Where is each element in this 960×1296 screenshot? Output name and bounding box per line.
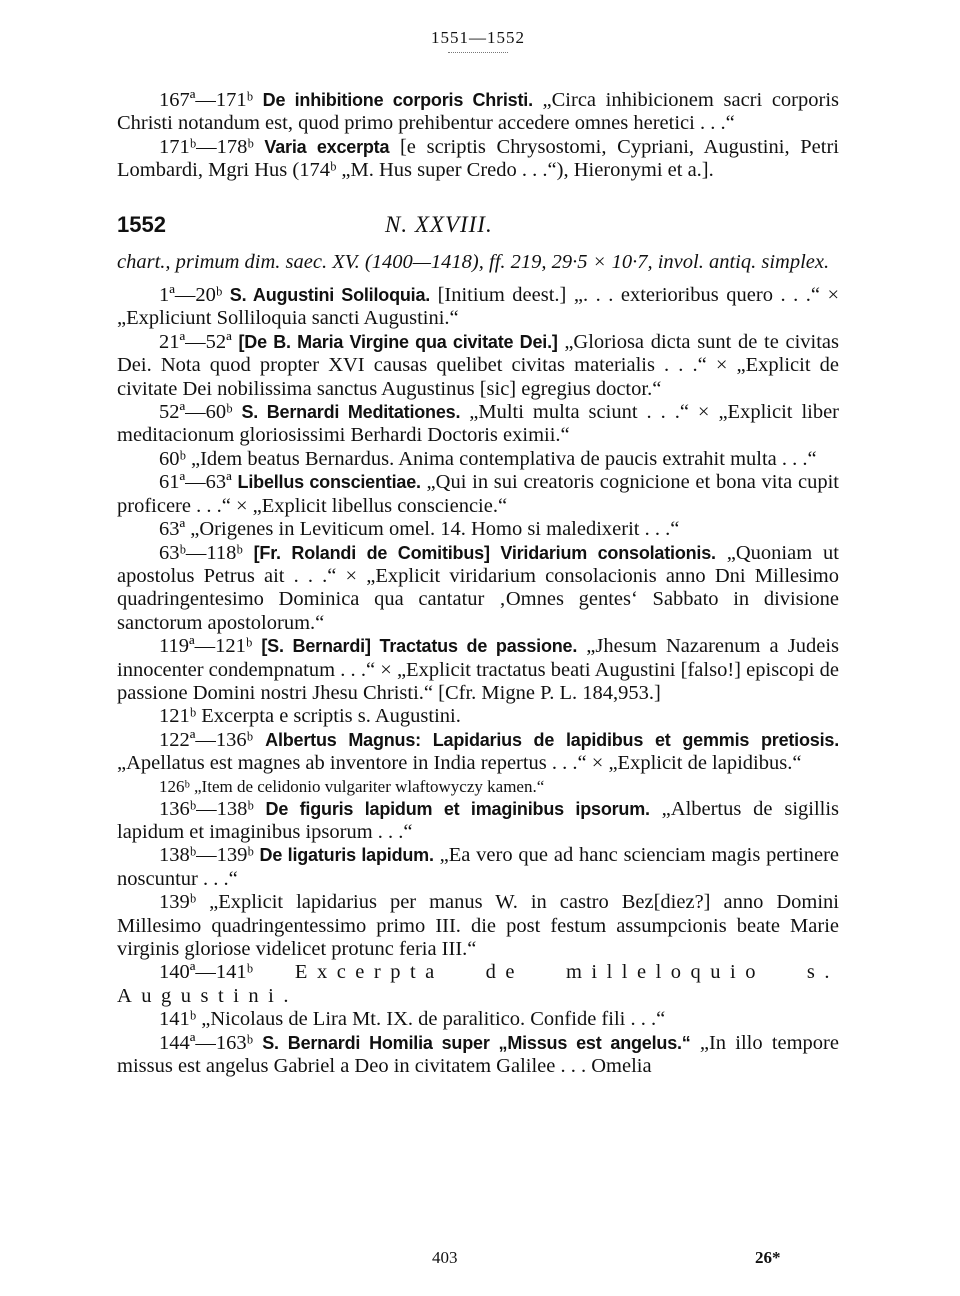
- page-number: 403: [432, 1248, 458, 1267]
- catalogue-entry: [117, 331, 839, 401]
- entry-text: „Idem beatus Bernardus. Anima contemplativa de paucis extrahit multa . . .“: [185, 447, 817, 470]
- entry-text: „Explicit lapidarius per manus W. in castro Bez[diez?] anno Domini Millesimo quadringentessimo primo III. die post festum assumpcionis beate Marie virginis gloriose videlicet protunc feria III.“: [117, 891, 839, 960]
- entry-heading: De figuris lapidum et imaginibus ipsorum.: [265, 798, 650, 819]
- catalogue-entry: [117, 844, 839, 891]
- catalogue-entry: [117, 635, 839, 705]
- folio-reference: 139ᵇ: [159, 891, 197, 914]
- catalogue-entry: [117, 776, 839, 798]
- entry-heading: Albertus Magnus: Lapidarius de lapidibus et gemmis pretiosis.: [265, 729, 839, 750]
- catalogue-entry: [117, 284, 839, 331]
- folio-reference: 119ª—121ᵇ: [159, 635, 253, 658]
- entry-text: „Qui in sui creatoris cognicione et bona vita cupit proficere . . .“ × „Explicit libellus consciencie.“: [117, 471, 839, 517]
- catalogue-entry: [117, 518, 839, 541]
- entry-text: „In illo tempore missus est angelus Gabriel a Deo in civitatem Galilee . . . Omelia: [117, 1031, 839, 1078]
- entry-text: „Ea vero que ad hanc scienciam magis pertinere noscuntur . . .“: [117, 844, 840, 890]
- catalogue-body: [117, 89, 839, 1078]
- folio-reference: 141ᵇ: [159, 1008, 197, 1031]
- catalogue-entry: [117, 136, 839, 183]
- catalogue-entry: [117, 798, 839, 845]
- manuscript-signature: N. XXVIII.: [385, 211, 493, 237]
- folio-reference: 140ª—141ᵇ: [159, 961, 254, 984]
- head-rule: [448, 52, 508, 53]
- entry-heading: S. Bernardi Meditationes.: [241, 402, 461, 423]
- catalogue-entry: [117, 961, 839, 1008]
- top-entries: [117, 89, 839, 183]
- catalogue-entry: [117, 891, 839, 961]
- entry-text: „Origenes in Leviticum omel. 14. Homo si maledixerit . . .“: [185, 518, 680, 541]
- folio-reference: 167ª—171ᵇ: [159, 89, 254, 111]
- catalogue-entry: [117, 471, 839, 518]
- entry-heading: S. Augustini Soliloquia.: [229, 285, 431, 306]
- entry-heading: S. Bernardi Homilia super „Missus est angelus.“: [262, 1032, 691, 1053]
- folio-reference: 63ᵇ—118ᵇ: [159, 541, 243, 564]
- entry-heading: [De B. Maria Virgine qua civitate Dei.]: [238, 331, 558, 352]
- entry-text: „Item de celidonio vulgariter wlaftowyczy kamen.“: [189, 776, 545, 796]
- entry-text: [Initium deest.] „. . . exterioribus quero . . .“ × „Expliciunt Solliloquia sancti Augustini.“: [117, 284, 840, 330]
- entry-heading: Varia excerpta: [264, 136, 390, 157]
- catalogue-entry: [117, 1008, 839, 1031]
- folio-reference: 52ª—60ᵇ: [159, 401, 233, 424]
- folio-reference: 144ª—163ᵇ: [159, 1031, 254, 1054]
- entry-text: [e scriptis Chrysostomi, Cypriani, Augustini, Petri Lombardi, Mgri Hus (174ᵇ „M. Hus super Credo . . .“), Hieronymi et a.].: [117, 135, 839, 182]
- folio-reference: 171ᵇ—178ᵇ: [159, 135, 254, 158]
- entry-text: Excerpta e scriptis s. Augustini.: [196, 705, 461, 728]
- catalogue-entry: [117, 1032, 839, 1079]
- entry-text: „Multi multa sciunt . . .“ × „Explicit liber meditacionum gloriosissimi Berhardi Doctoris eximii.“: [117, 401, 840, 447]
- signature-mark: 26*: [755, 1248, 781, 1267]
- folio-reference: 63ª: [159, 518, 186, 541]
- catalogue-entry: [117, 729, 839, 776]
- document-page: [117, 28, 839, 1278]
- entry-text: „Quoniam ut apostolus Petrus ait . . .“ × „Explicit viridarium consolacionis anno Dni Millesimo quadringentesimo Dominica qua cantatur ‚Omnes gentes‘ Sabbato in divisione sanctorum apostolorum.“: [117, 541, 839, 634]
- folio-reference: 1ª—20ᵇ: [159, 284, 223, 307]
- manuscript-number: 1552: [117, 211, 166, 237]
- entry-text: „Circa inhibicionem sacri corporis Christi notandum est, quod primo prehibentur accedere omnes heretici . . .“: [117, 89, 840, 135]
- running-head: 1551—1552: [431, 28, 525, 47]
- manuscript-heading: [117, 213, 839, 236]
- entry-heading: Libellus conscientiae.: [237, 472, 421, 493]
- entry-heading: De inhibitione corporis Christi.: [262, 90, 533, 110]
- entry-heading: [S. Bernardi] Tractatus de passione.: [261, 636, 578, 657]
- manuscript-description: chart., primum dim. saec. XV. (1400—1418), ff. 219, 29·5 × 10·7, invol. antiq. simplex.: [117, 251, 830, 274]
- contents-entries: [117, 284, 839, 1078]
- folio-reference: 126ᵇ: [159, 776, 190, 796]
- page-footer: [117, 1248, 839, 1272]
- entry-text: „Gloriosa dicta sunt de te civitas Dei. Nota quod propter XVI causas quelibet civitas materialis . . .“ × „Explicit de civitate Dei nobilissima sanctus Augustinus [sic] egregius doctor.“: [117, 330, 840, 400]
- entry-text: Excerpta de milleloquio s. Augustini.: [117, 961, 839, 1007]
- entry-text: „Albertus de sigillis lapidum et imaginibus ipsorum . . .“: [117, 797, 840, 843]
- folio-reference: 61ª—63ª: [159, 471, 232, 494]
- folio-reference: 60ᵇ: [159, 447, 186, 470]
- entry-text: „Nicolaus de Lira Mt. IX. de paralitico. Confide fili . . .“: [196, 1008, 666, 1031]
- folio-reference: 138ᵇ—139ᵇ: [159, 844, 254, 867]
- entry-text: „Apellatus est magnes ab inventore in India repertus . . .“ × „Explicit de lapidibus.“: [117, 752, 802, 775]
- catalogue-entry: [117, 542, 839, 636]
- entry-heading: De ligaturis lapidum.: [259, 845, 434, 866]
- catalogue-entry: [117, 448, 839, 471]
- folio-reference: 21ª—52ª: [159, 330, 232, 353]
- entry-heading: [Fr. Rolandi de Comitibus] Viridarium consolationis.: [253, 542, 716, 563]
- folio-reference: 122ª—136ᵇ: [159, 728, 254, 751]
- folio-reference: 136ᵇ—138ᵇ: [159, 797, 254, 820]
- folio-reference: 121ᵇ: [159, 705, 197, 728]
- catalogue-entry: [117, 401, 839, 448]
- catalogue-entry: [117, 89, 839, 136]
- entry-text: „Jhesum Nazarenum a Judeis innocenter condempnatum . . .“ × „Explicit tractatus beati Augustini [falso!] episcopi de passione Domini nostri Jhesu Christi.“ [Cfr. Migne P. L. 184,953.]: [117, 635, 840, 704]
- catalogue-entry: [117, 705, 839, 728]
